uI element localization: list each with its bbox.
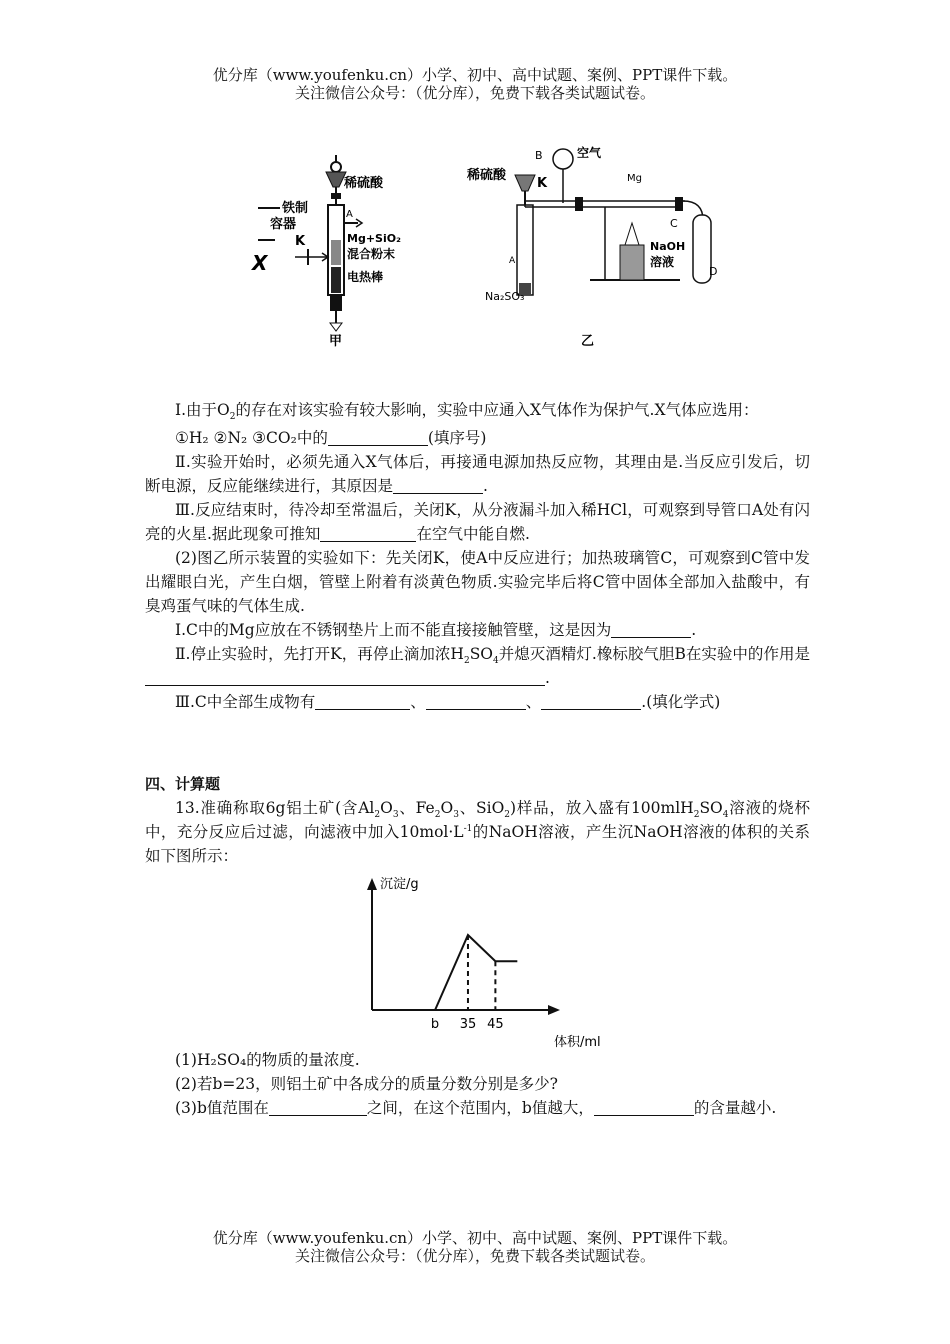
q1-part-I-options <box>145 426 810 450</box>
q1-I-tail: (填序号) <box>427 429 487 447</box>
q1-I-text-a: Ⅰ.由于O <box>175 401 230 419</box>
jia-vessel-label-2: 容器 <box>270 217 297 232</box>
jia-caption: 甲 <box>329 334 343 349</box>
y-axis-label: 沉淀/g <box>380 877 419 892</box>
q1-part-I: Ⅰ.由于$O_2$的存在对该实验有较大影响，实验中应通入X气体作为保护气.X气体应选用： <box>175 401 759 423</box>
yi-caption: 乙 <box>581 334 595 349</box>
yi-naoh-label-2: 溶液 <box>650 255 675 269</box>
yi-a-label: A <box>509 256 516 266</box>
x-tick-label: b <box>430 1017 440 1032</box>
page-footer <box>0 1229 950 1265</box>
page-header <box>0 66 950 102</box>
chart-svg <box>350 868 610 1048</box>
header-line-2: 关注微信公众号：（优分库），免费下载各类试题试卷。 <box>294 84 655 102</box>
q1-III-text-b: 在空气中能自燃. <box>416 525 530 543</box>
jia-mix-label-1: Mg+SiO₂ <box>347 232 401 245</box>
yi-c-label: C <box>670 217 678 230</box>
q13-sub-1: (1)H₂SO₄的物质的量浓度. <box>175 1051 360 1069</box>
jia-acid-label: 稀硫酸 <box>344 176 384 191</box>
q13-3-text-b: 之间，在这个范围内，b值越大， <box>366 1099 594 1117</box>
answer-blank[interactable] <box>594 1099 694 1116</box>
q2-intro: (2)图乙所示装置的实验如下：先关闭K，使A中反应进行；加热玻璃管C，可观察到C管中发出耀眼白光，产生白烟，管壁上附着有淡黄色物质.实验完毕后将C管中固体全部加入盐酸中，有臭鸡蛋气味的气体生成. <box>145 549 810 615</box>
figure-yi-drawing <box>465 145 725 355</box>
q1-I-options: ①H₂ ②N₂ ③CO₂中的 <box>175 429 328 447</box>
precipitate-chart <box>350 868 610 1048</box>
q1-II-text-b: .当反应引发后，切断电源，反应能继续进行，其原因是 <box>145 453 811 495</box>
jia-k-label: K <box>295 234 306 249</box>
q13-text-c: 溶液的烧杯中，充分反应后过滤，向滤液中加入10mol·L <box>145 799 810 841</box>
yi-d-label: D <box>709 265 718 278</box>
q13-text-b: 样品，放入盛有100mlH <box>516 799 694 817</box>
question-12-block <box>145 398 810 714</box>
q13-text-d: 的NaOH溶液，产生沉NaOH溶液的体积的关系如下图所示： <box>145 823 810 865</box>
yi-mg-label: Mg <box>627 173 642 184</box>
q13-sub-2: (2)若b=23，则铝土矿中各成分的质量分数分别是多少? <box>175 1075 558 1093</box>
x-tick-label: 35 <box>459 1017 477 1032</box>
q2-II-text-b: 并熄灭酒精灯.橡标胶气胆B在实验中的作用是 <box>498 645 810 663</box>
q1-part-III <box>145 498 810 546</box>
q2-III-text: Ⅲ.C中全部生成物有 <box>175 693 316 711</box>
figure-jia-drawing <box>240 145 440 355</box>
x-axis-arrow <box>548 1005 560 1015</box>
q2-II-text-a: Ⅱ.停止实验时，先打开K，再停止滴加浓H <box>175 645 464 663</box>
jia-a-label: A <box>346 209 353 220</box>
q1-I-text-b: 的存在对该实验有较大影响，实验中应通入X气体作为保护气.X气体应选用： <box>235 401 759 419</box>
jia-mix-label-2: 混合粉末 <box>347 247 396 261</box>
answer-blank[interactable] <box>393 477 483 494</box>
yi-k-label: K <box>537 176 548 191</box>
answer-blank[interactable] <box>611 621 691 638</box>
q13-subquestions <box>145 1048 810 1120</box>
header-line-1: 优分库（www.youfenku.cn）小学、初中、高中试题、案例、PPT课件下载。 <box>212 66 738 84</box>
jia-x-label: X <box>252 251 268 275</box>
answer-blank[interactable] <box>320 525 416 542</box>
q13-text-a: 13.准确称取6g铝土矿(含Al <box>175 799 375 817</box>
answer-blank[interactable] <box>541 693 641 710</box>
q2-part-III: Ⅲ.C中全部生成物有 、 、 .(填化学式) <box>175 693 721 711</box>
q1-II-text-a: Ⅱ.实验开始时，必须先通入X气体后，再接通电源加热反应物，其理由是 <box>175 453 679 471</box>
section-4-block <box>145 772 810 868</box>
x-tick-label: 45 <box>487 1017 504 1032</box>
footer-line-2: 关注微信公众号：（优分库），免费下载各类试题试卷。 <box>294 1247 655 1265</box>
q13-stem: 13.准确称取6g铝土矿(含$Al_2O_3$、$Fe_2O_3$、SiO$_2$)样品，放入盛有$100mlH_2SO_4$溶液的烧杯中，充分反应后过滤，向滤液中加入$10mol\cdot L^{-1}$的NaOH溶液，产生沉NaOH溶液的体积的关系如下图所示： <box>145 799 810 865</box>
yi-air-label: 空气 <box>577 146 602 160</box>
section-4-title: 四、计算题 <box>145 775 221 793</box>
q13-sub-3 <box>145 1096 810 1120</box>
answer-blank[interactable] <box>328 429 428 446</box>
q2-I-text: Ⅰ.C中的Mg应放在不锈钢垫片上而不能直接接触管壁，这是因为 <box>175 621 612 639</box>
footer-line-1: 优分库（www.youfenku.cn）小学、初中、高中试题、案例、PPT课件下载。 <box>212 1229 738 1247</box>
jia-vessel-label-1: 铁制 <box>282 201 309 216</box>
figure-jia <box>240 145 440 355</box>
answer-blank[interactable] <box>426 693 526 710</box>
q1-III-text-a: Ⅲ.反应结束时，待冷却至常温后，关闭K，从分液漏斗加入稀HCl，可观察到导管口A处有闪亮的火星.据此现象可推知 <box>145 501 810 543</box>
q13-3-text-a: (3)b值范围在 <box>175 1099 269 1117</box>
figure-yi <box>465 145 725 355</box>
q2-part-II: Ⅱ.停止实验时，先打开K，再停止滴加浓$H_2SO_4$并熄灭酒精灯.橡标胶气胆B在实验中的作用是. <box>145 642 810 690</box>
x-axis-label: 体积/ml <box>554 1035 601 1048</box>
yi-na2so3-label: Na₂SO₃ <box>485 290 525 303</box>
answer-blank[interactable] <box>269 1099 367 1116</box>
answer-blank[interactable] <box>145 669 545 686</box>
yi-naoh-label-1: NaOH <box>650 240 686 253</box>
yi-b-label: B <box>535 149 543 162</box>
q2-part-I: Ⅰ.C中的Mg应放在不锈钢垫片上而不能直接接触管壁，这是因为 . <box>175 621 697 639</box>
q2-III-tail: .(填化学式) <box>641 693 721 711</box>
y-axis-arrow <box>367 878 377 890</box>
jia-heater-label: 电热棒 <box>347 270 384 284</box>
answer-blank[interactable] <box>315 693 410 710</box>
yi-acid-label: 稀硫酸 <box>467 168 507 183</box>
q13-3-text-c: 的含量越小. <box>693 1099 777 1117</box>
q1-part-II: Ⅱ.实验开始时，必须先通入X气体后，再接通电源加热反应物，其理由是.当反应引发后，切断电源，反应能继续进行，其原因是 . <box>145 453 811 495</box>
